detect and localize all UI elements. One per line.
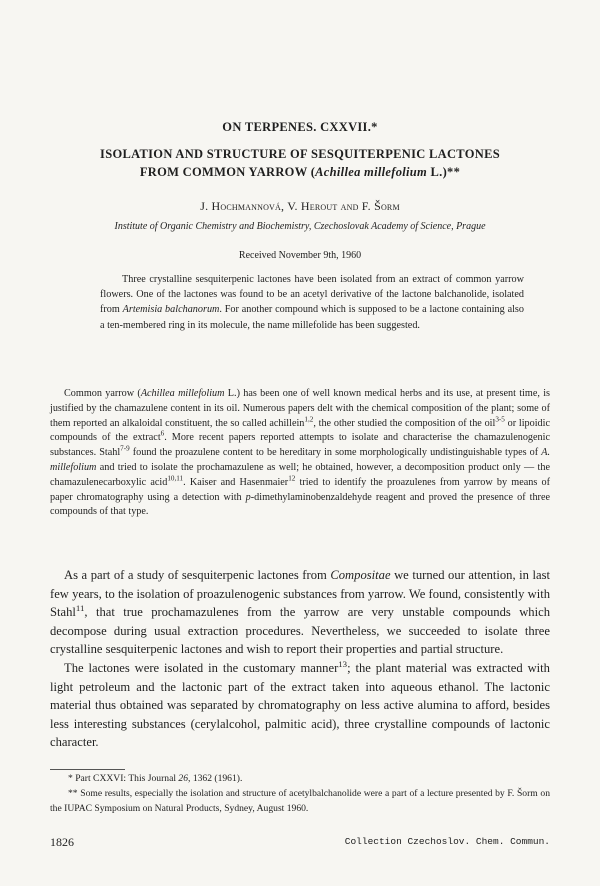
body-paragraph-1	[50, 566, 550, 659]
intro-text: . Kaiser and Hasenmaier	[183, 476, 289, 488]
citation-ref: 10,11	[167, 474, 184, 483]
article-title-line2	[0, 165, 600, 180]
journal-name: Collection Czechoslov. Chem. Commun.	[344, 836, 550, 847]
footnote-divider	[50, 769, 125, 770]
footnote-2	[50, 786, 550, 816]
abstract-text: Three crystalline sesquiterpenic lactones have been isolated from an extract of common yarrow flowers. One of the lactones was found to be an acetyl derivative of the lactone balchanolide, isolated from	[100, 274, 524, 316]
intro-text: . More recent papers reported attempts to isolate and characterise the chamazulenogenic substances. Stahl	[50, 432, 550, 459]
body-paragraph-2	[50, 659, 550, 752]
introduction	[50, 387, 550, 520]
intro-text: and tried to isolate the prochamazulene as well; he obtained, however, a decomposition product only — the chamazulenecarboxylic acid	[50, 461, 550, 488]
body-text	[50, 566, 550, 752]
body-family-name: Compositae	[330, 568, 391, 582]
footnote-1	[50, 771, 550, 786]
footnote-text: , 1362 (1961).	[188, 773, 243, 784]
intro-text: L.) has been one of well known medical herbs and its use, at present time, is justified by the chamazulene content in its oil. Numerous papers delt with the chemical composition of the plant; some of them reported an alkaloidal constituent, the so called achillein	[50, 388, 550, 429]
intro-species: A. millefolium	[50, 447, 550, 473]
body-text-span: we turned our attention, in last few years, to the isolation of proazulenogenic substances from yarrow. We found, consistently with Stahl	[50, 568, 550, 620]
citation-ref: 7-9	[120, 444, 130, 453]
affiliation: Institute of Organic Chemistry and Biochemistry, Czechoslovak Academy of Science, Prague	[114, 221, 486, 232]
received-date: Received November 9th, 1960	[238, 250, 362, 261]
citation-ref: 12	[288, 474, 296, 483]
article-title-line1: ISOLATION AND STRUCTURE OF SESQUITERPENIC LACTONES	[100, 147, 500, 161]
title-suffix: L.)**	[427, 165, 461, 179]
intro-text: tried to identify the proazulenes from yarrow by means of paper chromatography using a detection with	[50, 476, 550, 503]
citation-ref: 3-5	[495, 415, 505, 424]
title-prefix: FROM COMMON YARROW (	[139, 165, 316, 179]
intro-text: -dimethylaminobenzaldehyde reagent and proved the presence of three compounds of that type.	[50, 491, 550, 518]
intro-text: or lipoidic compounds of the extract	[50, 417, 550, 444]
intro-italic-prefix: p	[245, 491, 251, 503]
series-title: ON TERPENES. CXXVII.*	[222, 120, 378, 134]
body-text-span: The lactones were isolated in the customary manner	[64, 660, 339, 675]
citation-ref: 11	[75, 603, 85, 613]
citation-ref: 13	[338, 658, 348, 669]
intro-text: , the other studied the composition of the oil	[313, 417, 496, 429]
authors: J. Hochmannová, V. Herout and F. Šorm	[200, 199, 400, 213]
intro-text: found the proazulene content to be hereditary in some morphologically undistinguishable types of	[129, 447, 542, 459]
abstract-paragraph	[100, 272, 524, 333]
body-text-span: As a part of a study of sesquiterpenic lactones from	[64, 568, 331, 582]
abstract	[100, 272, 524, 333]
intro-paragraph	[50, 387, 550, 520]
footnote-2-text: ** Some results, especially the isolation and structure of acetylbalchanolide were a part of a lecture presented by F. Šorm on the IUPAC Symposium on Natural Products, Sydney, August 1960.	[50, 788, 550, 814]
body-text-span: , that true prochamazulenes from the yarrow are very unstable compounds which decompose during usual extraction procedures. Nevertheless, we succeeded to isolate three crystalline sesquiterpenic lactones and wish to report their properties and partial structure.	[50, 605, 550, 657]
footnote-text: * Part CXXVI: This Journal	[68, 773, 179, 784]
body-text-span: ; the plant material was extracted with light petroleum and the lactonic part of the extract taken into aqueous ethanol. The lactonic material thus obtained was separated by chromatography on less active alumina to afford, besides less interesting substances (cerylalcohol, palmitic acid), three crystalline compounds of lactonic character.	[50, 660, 550, 750]
citation-ref: 1,2	[304, 415, 314, 424]
intro-species: Achillea millefolium	[140, 388, 225, 399]
citation-ref: 6	[160, 430, 165, 438]
abstract-species: Artemisia balchanorum	[122, 304, 220, 316]
title-species: Achillea millefolium	[315, 165, 428, 179]
abstract-text-end: . For another compound which is supposed to be a lactone containing also a ten-membered ring in its molecule, the name millefolide has been suggested.	[100, 304, 524, 331]
intro-text: Common yarrow (	[64, 388, 141, 399]
footnote-1-text	[50, 771, 550, 786]
footnote-volume: 26	[178, 773, 189, 784]
page-number: 1826	[50, 835, 74, 849]
